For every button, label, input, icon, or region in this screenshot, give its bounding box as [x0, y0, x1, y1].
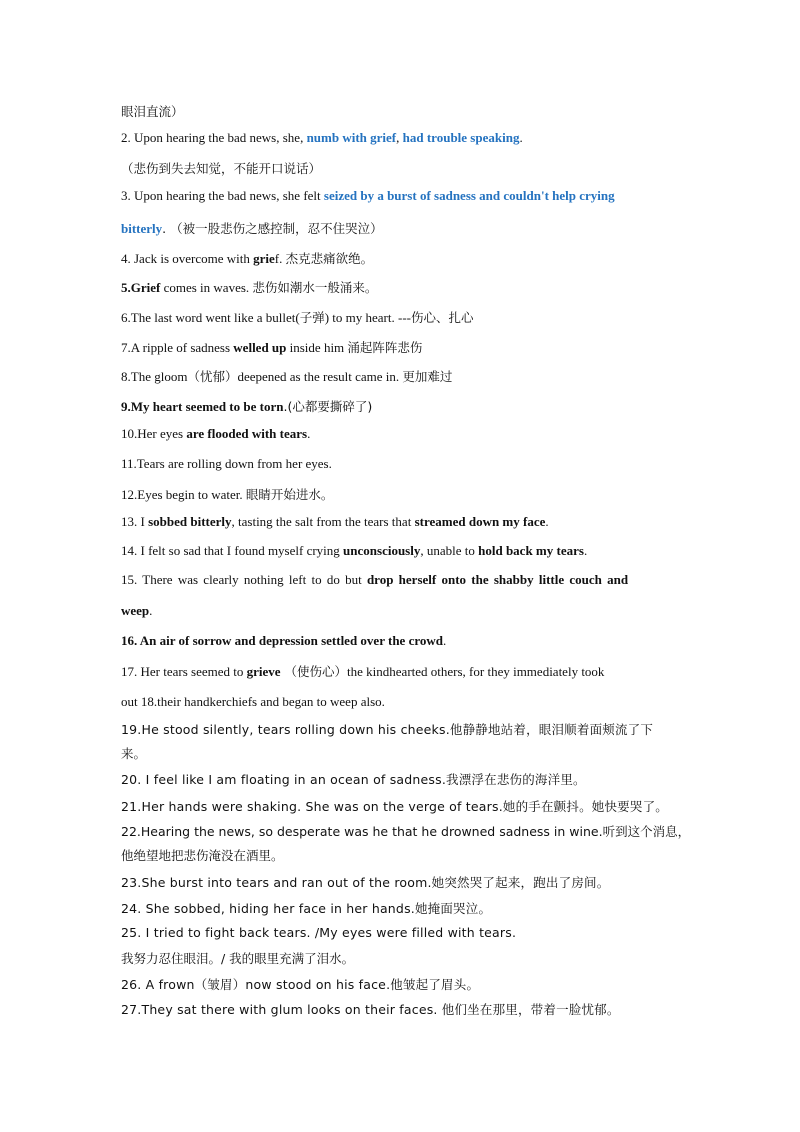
text: 4. Jack is overcome with: [121, 251, 254, 266]
text-cn: （悲伤到失去知觉，不能开口说话）: [121, 161, 322, 176]
line-8: [121, 367, 690, 385]
line-17: [121, 662, 690, 680]
text: 17. Her tears seemed to: [121, 664, 247, 679]
line-13: [121, 514, 690, 530]
text-cn: 杰克悲痛欲绝。: [285, 251, 374, 266]
text-cn: 19.He stood silently, tears rolling down his cheeks.他静静地站着，眼泪顺着面颊流了下: [121, 722, 654, 737]
text-cn: 眼泪直流）: [121, 104, 184, 119]
line-19b: [121, 744, 690, 762]
bold: 9.My heart seemed to be torn: [121, 399, 284, 414]
bold: sobbed bitterly: [148, 514, 232, 529]
text: 2. Upon hearing the bad news, she,: [121, 130, 307, 145]
bold: are flooded with tears: [186, 426, 308, 441]
bold: weep: [121, 603, 150, 618]
line-24: [121, 899, 690, 917]
text: 6.The last word went like a bullet(: [121, 310, 300, 325]
line-7: [121, 338, 690, 356]
text-cn: 悲伤如潮水一般涌来。: [252, 280, 378, 295]
text-cn: 21.Her hands were shaking. She was on the verge of tears.她的手在颤抖。她快要哭了。: [121, 799, 668, 814]
line-5: [121, 278, 690, 296]
line-3b: [121, 219, 690, 237]
highlight: numb with grief: [306, 130, 397, 145]
bold: welled up: [233, 340, 287, 355]
text: 13. I: [121, 514, 149, 529]
text-cn: .(心都要撕碎了): [283, 399, 373, 414]
line-12: [121, 485, 690, 503]
line-22: [121, 822, 690, 840]
text-cn: （使伤心）: [280, 664, 348, 679]
text: 7.A ripple of sadness: [121, 340, 234, 355]
text-cn: 20. I feel like I am floating in an ocean of sadness.我漂浮在悲伤的海洋里。: [121, 772, 586, 787]
line-10: [121, 426, 690, 442]
text-cn: 眼睛开始进水。: [245, 487, 334, 502]
text-cn: 子弹: [299, 310, 325, 325]
text: 14. I felt so sad that I found myself crying: [121, 543, 344, 558]
text: , tasting the salt from the tears that: [231, 514, 415, 529]
text-cn: 涌起阵阵悲伤: [347, 340, 423, 355]
line-23: [121, 873, 690, 891]
text: .: [519, 130, 523, 145]
line-22b: [121, 846, 690, 864]
text: 10.Her eyes: [121, 426, 187, 441]
text-cn: . （被一股悲伤之感控制，忍不住哭泣）: [162, 221, 383, 236]
highlight: seized by a burst of sadness and couldn't help crying: [323, 188, 615, 203]
text: .: [583, 543, 588, 558]
bold: hold back my tears: [478, 543, 584, 558]
text: 11.Tears are rolling down from her eyes.: [121, 456, 332, 471]
text-cn: 伤心、扎心: [411, 310, 474, 325]
highlight: bitterly: [121, 221, 163, 236]
text: 12.Eyes begin to water.: [121, 487, 246, 502]
text-cn: 25. I tried to fight back tears. /My eyes were filled with tears.: [121, 925, 517, 940]
line-9: [121, 397, 690, 415]
line-25: [121, 925, 690, 940]
text-cn: 24. She sobbed, hiding her face in her hands.她掩面哭泣。: [121, 901, 492, 916]
text: ) to my heart. ---: [324, 310, 411, 325]
text: , unable to: [420, 543, 479, 558]
line-25b: [121, 949, 690, 967]
line-17b: [121, 694, 690, 710]
text-cn: 27.They sat there with glum looks on their faces. 他们坐在那里，带着一脸忧郁。: [121, 1002, 620, 1017]
line-21: [121, 797, 690, 815]
text-cn: 我努力忍住眼泪。/ 我的眼里充满了泪水。: [121, 951, 355, 966]
bold: grieve: [246, 664, 281, 679]
text: out 18.their handkerchiefs and began to weep also.: [121, 694, 385, 709]
line-15: [121, 572, 690, 588]
text: deepened as the result came in.: [237, 369, 403, 384]
text: ,: [396, 130, 403, 145]
bold: 5.Grief: [121, 280, 161, 295]
text: inside him: [286, 340, 348, 355]
text: the kindhearted others, for they immediately took: [347, 664, 605, 679]
line-6: [121, 308, 690, 326]
bold: unconsciously: [343, 543, 421, 558]
text: 8.The gloom: [121, 369, 188, 384]
line-11: [121, 456, 690, 472]
line-2-cn: [121, 159, 690, 177]
line-0: [121, 102, 690, 120]
text-cn: 23.She burst into tears and ran out of the room.她突然哭了起来，跑出了房间。: [121, 875, 610, 890]
text: comes in waves.: [160, 280, 253, 295]
text: .: [443, 633, 447, 648]
text-cn: 22.Hearing the news, so desperate was he that he drowned sadness in wine.听到这个消息，: [121, 824, 691, 839]
line-27: [121, 1000, 690, 1018]
bold: grie: [253, 251, 275, 266]
highlight: had trouble speaking: [402, 130, 520, 145]
line-19: [121, 720, 690, 738]
text: 3. Upon hearing the bad news, she felt: [121, 188, 324, 203]
text-cn: 26. A frown（皱眉）now stood on his face.他皱起了眉头。: [121, 977, 480, 992]
line-4: [121, 249, 690, 267]
line-16: [121, 633, 690, 649]
text-cn: 来。: [121, 746, 147, 761]
text: f.: [274, 251, 286, 266]
bold: 16. An air of sorrow and depression settled over the crowd: [121, 633, 443, 648]
line-15b: [121, 603, 690, 619]
text-cn: （忧郁）: [187, 369, 238, 384]
bold: streamed down my face: [414, 514, 546, 529]
line-2: [121, 130, 690, 146]
text-cn: 更加难过: [402, 369, 453, 384]
text: .: [149, 603, 153, 618]
text: .: [545, 514, 549, 529]
text-cn: 他绝望地把悲伤淹没在酒里。: [121, 848, 284, 863]
text: .: [307, 426, 311, 441]
line-3: [121, 188, 690, 204]
line-20: [121, 770, 690, 788]
text: 15. There was clearly nothing left to do but: [121, 572, 367, 587]
line-14: [121, 543, 690, 559]
bold: drop herself onto the shabby little couch and: [366, 572, 629, 587]
line-26: [121, 975, 690, 993]
